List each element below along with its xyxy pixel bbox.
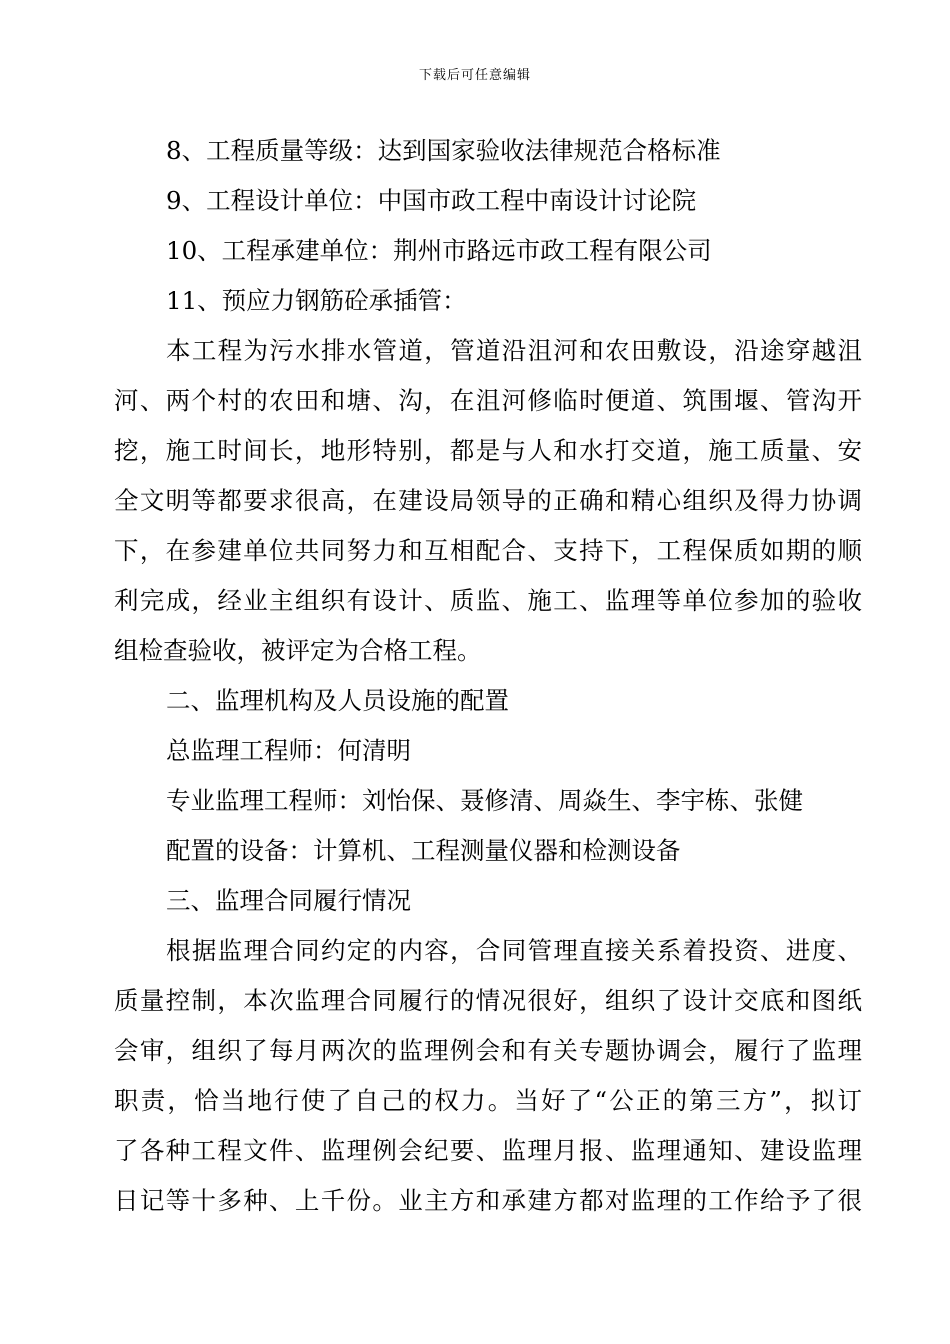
paragraph-line: 了各种工程文件、监理例会纪要、监理月报、监理通知、建设监理 [114,1136,862,1165]
section-heading: 二、监理机构及人员设施的配置 [166,686,509,715]
item-design-unit: 9、工程设计单位：中国市政工程中南设计讨论院 [166,186,697,215]
paragraph-line: 日记等十多种、上千份。业主方和承建方都对监理的工作给予了很 [114,1186,862,1215]
paragraph-line: 职责，恰当地行使了自己的权力。当好了“公正的第三方”，拟订 [114,1086,862,1115]
paragraph-line: 质量控制，本次监理合同履行的情况很好，组织了设计交底和图纸 [114,986,862,1015]
paragraph-line: 利完成，经业主组织有设计、质监、施工、监理等单位参加的验收 [114,586,862,615]
specialist-supervisors: 专业监理工程师：刘怡保、聂修清、周焱生、李宇栋、张健 [166,786,803,815]
paragraph-line: 挖，施工时间长，地形特别，都是与人和水打交道，施工质量、安 [114,436,862,465]
equipment-config: 配置的设备：计算机、工程测量仪器和检测设备 [166,836,681,865]
paragraph-line: 根据监理合同约定的内容，合同管理直接关系着投资、进度、 [166,936,862,965]
paragraph-line: 下，在参建单位共同努力和互相配合、支持下，工程保质如期的顺 [114,536,862,565]
chief-supervisor: 总监理工程师：何清明 [166,736,411,765]
page-header: 下载后可任意编辑 [418,68,531,83]
paragraph-line: 全文明等都要求很高，在建设局领导的正确和精心组织及得力协调 [114,486,862,515]
paragraph-line: 组检查验收，被评定为合格工程。 [114,636,482,665]
paragraph-line: 会审，组织了每月两次的监理例会和有关专题协调会，履行了监理 [114,1036,862,1065]
section-heading: 三、监理合同履行情况 [166,886,411,915]
item-contractor-unit: 10、工程承建单位：荆州市路远市政工程有限公司 [166,236,712,265]
paragraph-line: 本工程为污水排水管道，管道沿沮河和农田敷设，沿途穿越沮 [166,336,862,365]
item-pipe-material: 11、预应力钢筋砼承插管： [166,286,467,315]
document-body [114,126,862,1226]
paragraph-line: 河、两个村的农田和塘、沟，在沮河修临时便道、筑围堰、管沟开 [114,386,862,415]
item-quality-grade: 8、工程质量等级：达到国家验收法律规范合格标准 [166,136,721,165]
